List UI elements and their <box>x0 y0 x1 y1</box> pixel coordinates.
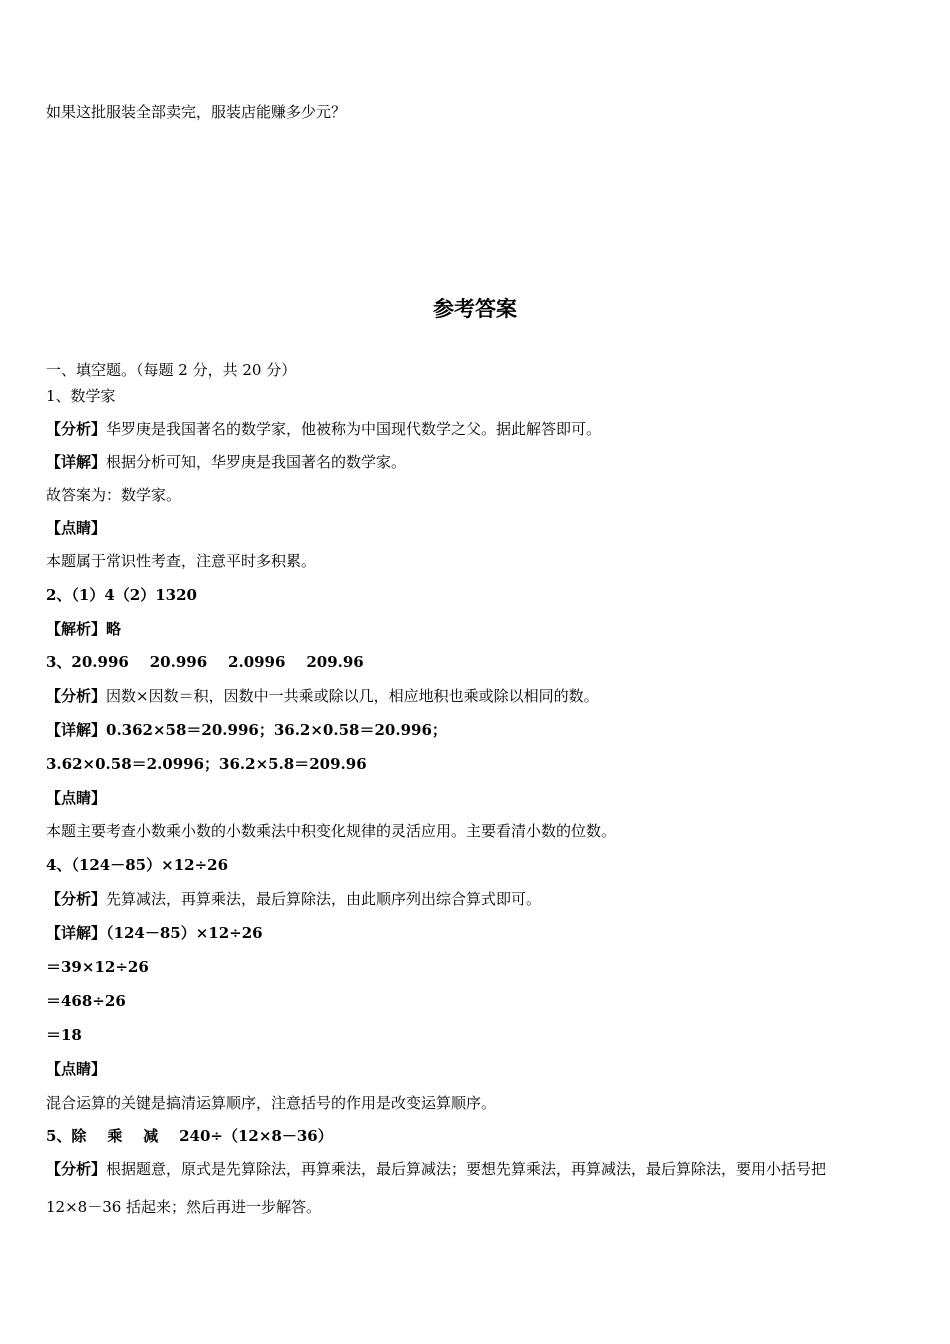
q1-detail <box>46 452 406 472</box>
q2-analysis <box>46 619 121 639</box>
q5-analysis <box>46 1159 826 1179</box>
q3-note: 本题主要考查小数乘小数的小数乘法中积变化规律的灵活应用。主要看清小数的位数。 <box>46 822 617 840</box>
analysis-text: 因数×因数＝积，因数中一共乘或除以几，相应地积也乘或除以相同的数。 <box>106 687 599 705</box>
q1-conclusion: 故答案为：数学家。 <box>46 486 182 504</box>
detail-tag: 【详解】 <box>46 721 107 739</box>
section-heading: 一、填空题。（每题 2 分，共 20 分） <box>46 361 297 379</box>
q1-analysis <box>46 419 601 439</box>
q3-analysis <box>46 686 599 706</box>
analysis-tag: 【分析】 <box>46 420 107 438</box>
detail-tag: 【详解】 <box>46 453 107 471</box>
analysis-tag: 【解析】 <box>46 620 107 638</box>
q4-note-tag: 【点睛】 <box>46 1060 107 1078</box>
analysis-text: 略 <box>106 620 122 638</box>
analysis-text: 华罗庚是我国著名的数学家，他被称为中国现代数学之父。据此解答即可。 <box>106 420 602 438</box>
q4-step-1: ＝39×12÷26 <box>46 958 149 976</box>
q3-answer: 3、20.996 20.996 2.0996 209.96 <box>46 653 364 671</box>
detail-text: 0.362×58＝20.996；36.2×0.58＝20.996； <box>106 721 447 739</box>
q3-detail-line-2: 3.62×0.58＝2.0996；36.2×5.8＝209.96 <box>46 755 367 773</box>
q1-answer: 1、数学家 <box>46 387 116 405</box>
analysis-tag: 【分析】 <box>46 890 107 908</box>
analysis-text: 先算减法，再算乘法，最后算除法，由此顺序列出综合算式即可。 <box>106 890 542 908</box>
q4-detail <box>46 923 263 943</box>
analysis-text: 根据题意，原式是先算除法，再算乘法，最后算减法；要想先算乘法，再算减法，最后算除法，要用小括号把 <box>106 1160 827 1178</box>
question-tail: 如果这批服装全部卖完，服装店能赚多少元？ <box>46 103 347 121</box>
q4-note: 混合运算的关键是搞清运算顺序，注意括号的作用是改变运算顺序。 <box>46 1094 497 1112</box>
q1-note: 本题属于常识性考查，注意平时多积累。 <box>46 552 317 570</box>
q1-note-tag: 【点睛】 <box>46 519 107 537</box>
q4-step-2: ＝468÷26 <box>46 992 126 1010</box>
q5-answer: 5、除 乘 减 240÷（12×8－36） <box>46 1127 333 1145</box>
detail-tag: 【详解】 <box>46 924 107 942</box>
q4-step-3: ＝18 <box>46 1026 82 1044</box>
q2-answer: 2、（1）4（2）1320 <box>46 586 197 604</box>
detail-text: （124－85）×12÷26 <box>106 924 263 942</box>
q4-analysis <box>46 889 541 909</box>
q3-note-tag: 【点睛】 <box>46 789 107 807</box>
answer-title: 参考答案 <box>433 297 517 321</box>
analysis-tag: 【分析】 <box>46 1160 107 1178</box>
q3-detail <box>46 720 447 740</box>
q5-analysis-line-2: 12×8－36 括起来；然后再进一步解答。 <box>46 1198 322 1216</box>
detail-text: 根据分析可知，华罗庚是我国著名的数学家。 <box>106 453 407 471</box>
q4-answer: 4、（124－85）×12÷26 <box>46 856 229 874</box>
analysis-tag: 【分析】 <box>46 687 107 705</box>
